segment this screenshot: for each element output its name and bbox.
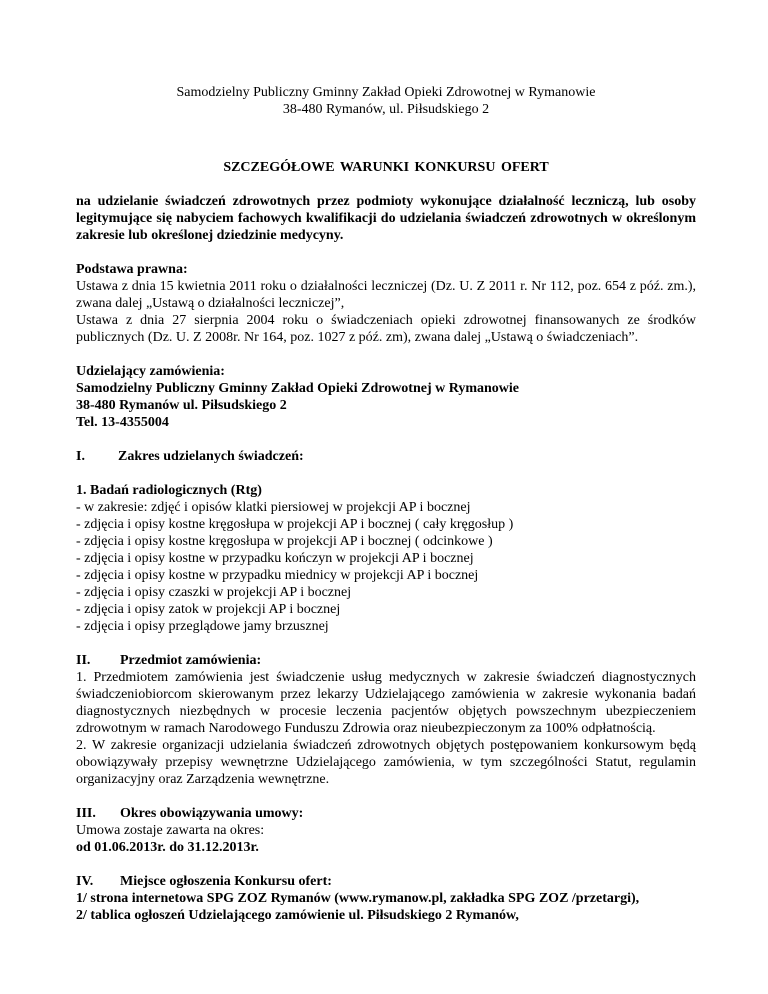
ordering-name: Samodzielny Publiczny Gminny Zakład Opieki Zdrowotnej w Rymanowie: [76, 381, 520, 396]
list-item: - zdjęcia i opisy zatok w projekcji AP i bocznej: [76, 602, 341, 617]
document-title: SZCZEGÓŁOWE WARUNKI KONKURSU OFERT: [223, 160, 549, 175]
section-1-number: I.: [76, 449, 85, 464]
document-subtitle: na udzielanie świadczeń zdrowotnych przez podmioty wykonujące działalność leczniczą, lub osoby legitymujące się nabyciem fachowych kwalifikacji do udzielania świadczeń zdrowotnych w określonym zakresie lub określonej dziedzinie medycyny.: [76, 194, 696, 243]
section-1-title: Zakres udzielanych świadczeń:: [118, 449, 304, 464]
section-4-number: IV.: [76, 874, 94, 889]
section-4-title: Miejsce ogłoszenia Konkursu ofert:: [120, 874, 332, 889]
section-2-heading: [76, 652, 696, 669]
section-1-subheading: 1. Badań radiologicznych (Rtg): [76, 483, 262, 498]
section-2-paragraph-1: 1. Przedmiotem zamówienia jest świadczenie usług medycznych w zakresie świadczeń diagnostycznych świadczeniobiorcom skierowanym przez lekarzy Udzielającego zamówienia w zakresie wykonania badań diagnostycznych niezbędnych w procesie leczenia pacjentów objętych powszechnym ubezpieczeniem zdrowotnym w ramach Narodowego Funduszu Zdrowia oraz nieubezpieczonym za 100% odpłatnością.: [76, 670, 696, 736]
section-3-heading: [76, 805, 696, 822]
section-3-title: Okres obowiązywania umowy:: [120, 806, 304, 821]
legal-basis-2: Ustawa z dnia 27 sierpnia 2004 roku o świadczeniach opieki zdrowotnej finansowanych ze środków publicznych (Dz. U. Z 2008r. Nr 164, poz. 1027 z póź. zm), zwana dalej „Ustawą o świadczeniach”.: [76, 313, 696, 345]
document-page: [76, 84, 696, 924]
section-2-paragraph-2: 2. W zakresie organizacji udzielania świadczeń zdrowotnych objętych postępowaniem konkursowym będą obowiązywały przepisy wewnętrzne Udzielającego zamówienia, w tym szczególności Statut, regulamin organizacyjny oraz Zarządzenia wewnętrzne.: [76, 738, 696, 787]
section-3-text: Umowa zostaje zawarta na okres:: [76, 823, 265, 838]
contract-period: od 01.06.2013r. do 31.12.2013r.: [76, 840, 259, 855]
list-item: - zdjęcia i opisy kostne w przypadku kończyn w projekcji AP i bocznej: [76, 551, 474, 566]
list-item: - zdjęcia i opisy czaszki w projekcji AP i bocznej: [76, 585, 352, 600]
list-item: - zdjęcia i opisy kostne kręgosłupa w projekcji AP i bocznej ( odcinkowe ): [76, 534, 493, 549]
ordering-phone: Tel. 13-4355004: [76, 415, 169, 430]
section-1-heading: [76, 448, 696, 465]
legal-basis-1: Ustawa z dnia 15 kwietnia 2011 roku o działalności leczniczej (Dz. U. Z 2011 r. Nr 112, poz. 654 z póź. zm.), zwana dalej „Ustawą o działalności leczniczej”,: [76, 279, 696, 311]
ordering-heading: Udzielający zamówienia:: [76, 364, 225, 379]
section-3-number: III.: [76, 806, 96, 821]
section-4-heading: [76, 873, 696, 890]
header-address: 38-480 Rymanów, ul. Piłsudskiego 2: [282, 102, 490, 117]
ordering-address: 38-480 Rymanów ul. Piłsudskiego 2: [76, 398, 287, 413]
header-institution: Samodzielny Publiczny Gminny Zakład Opieki Zdrowotnej w Rymanowie: [176, 85, 596, 100]
list-item: - zdjęcia i opisy kostne kręgosłupa w projekcji AP i bocznej ( cały kręgosłup ): [76, 517, 514, 532]
list-item: - zdjęcia i opisy przeglądowe jamy brzusznej: [76, 619, 329, 634]
section-2-title: Przedmiot zamówienia:: [120, 653, 262, 668]
section-2-number: II.: [76, 653, 91, 668]
list-item: - w zakresie: zdjęć i opisów klatki piersiowej w projekcji AP i bocznej: [76, 500, 471, 515]
announcement-place-2: 2/ tablica ogłoszeń Udzielającego zamówienie ul. Piłsudskiego 2 Rymanów,: [76, 908, 519, 923]
legal-heading: Podstawa prawna:: [76, 262, 188, 277]
list-item: - zdjęcia i opisy kostne w przypadku miednicy w projekcji AP i bocznej: [76, 568, 479, 583]
announcement-place-1: 1/ strona internetowa SPG ZOZ Rymanów (www.rymanow.pl, zakładka SPG ZOZ /przetargi),: [76, 891, 640, 906]
